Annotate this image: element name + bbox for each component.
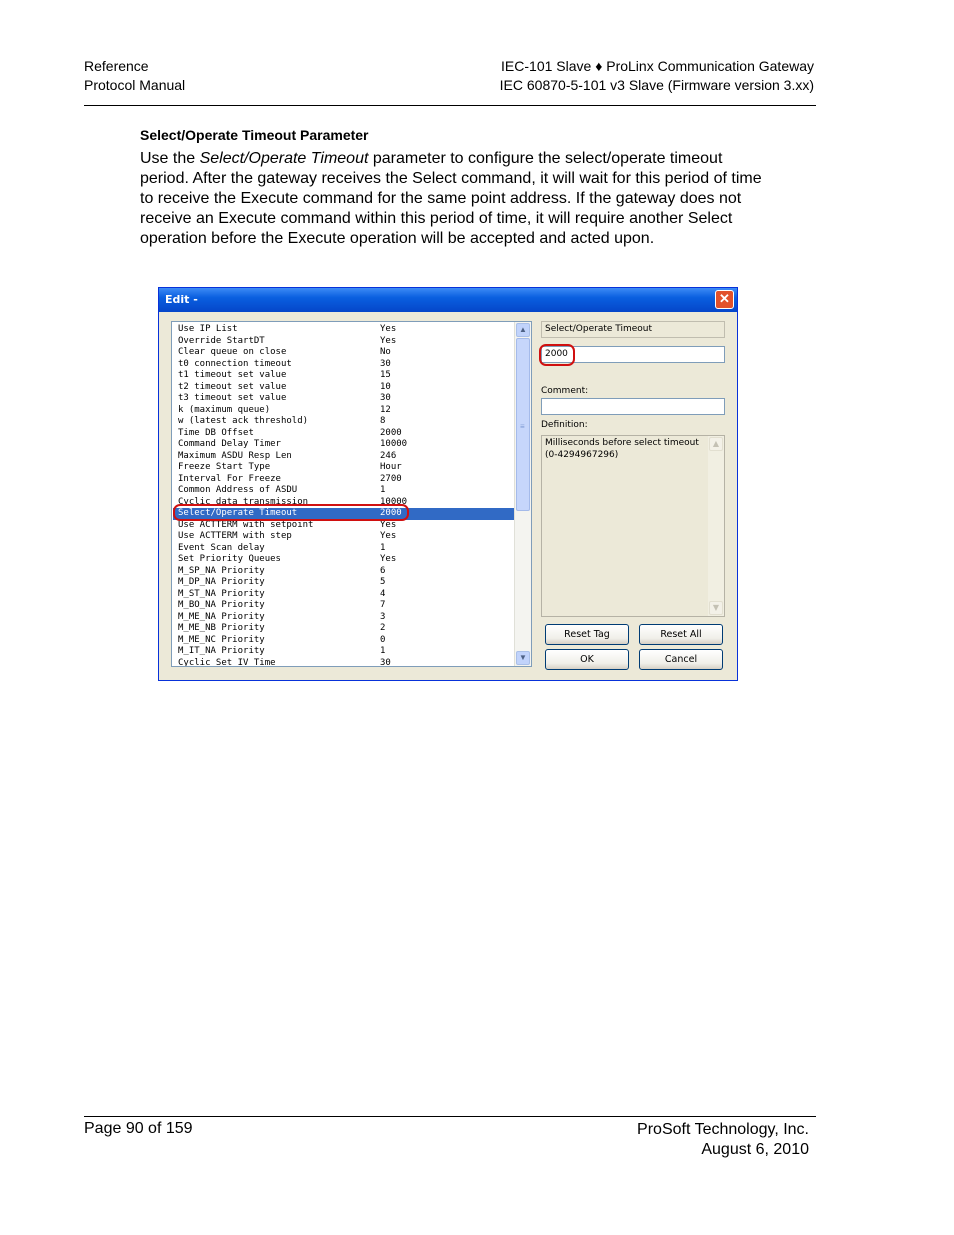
list-item[interactable] [173, 474, 517, 486]
list-item-value: 2700 [380, 473, 402, 484]
list-item-value: 30 [380, 657, 391, 667]
list-item-name: t3 timeout set value [178, 393, 287, 403]
definition-scroll-down-icon[interactable]: ▼ [709, 601, 723, 615]
list-item-value: 4 [380, 588, 386, 599]
footer-page: Page 90 of 159 [84, 1120, 193, 1137]
section-title: Select/Operate Timeout Parameter [140, 127, 369, 143]
tag-name-field: Select/Operate Timeout [541, 321, 725, 338]
footer-company: ProSoft Technology, Inc. [637, 1121, 809, 1138]
list-item-name: Override StartDT [178, 335, 265, 346]
edit-dialog [158, 287, 738, 681]
ok-button[interactable]: OK [545, 649, 629, 670]
list-item-name: Cyclic data transmission [178, 496, 309, 507]
list-item[interactable] [173, 382, 517, 394]
list-item-value: 246 [380, 450, 397, 461]
parameter-list[interactable] [171, 321, 532, 667]
list-item[interactable] [173, 451, 517, 463]
footer-right [637, 1120, 809, 1160]
list-item[interactable] [173, 416, 517, 428]
list-item-name: w (latest ack threshold) [178, 416, 309, 426]
definition-scrollbar[interactable] [708, 436, 724, 616]
footer-rule [84, 1116, 816, 1117]
scroll-down-icon[interactable]: ▼ [516, 651, 530, 665]
para-italic: Select/Operate Timeout [199, 150, 369, 167]
list-item-name: Set Priority Queues [178, 554, 281, 564]
list-item[interactable] [173, 658, 517, 668]
definition-scroll-up-icon[interactable]: ▲ [709, 437, 723, 451]
list-item-value: 1 [380, 542, 386, 553]
list-item-name: M_ST_NA Priority [178, 588, 265, 599]
definition-box [541, 435, 725, 617]
list-item-value: Yes [380, 335, 397, 346]
list-item[interactable] [173, 635, 517, 647]
body-paragraph [140, 149, 765, 249]
list-item-name: Cyclic Set IV Time [178, 657, 276, 667]
list-item-name: Common Address of ASDU [178, 485, 298, 495]
scroll-thumb[interactable] [516, 338, 530, 511]
list-item-value: No [380, 347, 391, 357]
list-item-value: 10 [380, 381, 391, 392]
dialog-title: Edit - [165, 293, 198, 306]
list-item-value: 8 [380, 416, 386, 426]
comment-label: Comment: [541, 386, 589, 396]
header-left [84, 57, 185, 95]
list-item-value: Yes [380, 519, 397, 530]
definition-text: Milliseconds before select timeout (0-4294967296) [545, 438, 699, 460]
list-item[interactable] [173, 566, 517, 578]
list-item-name: Command Delay Timer [178, 439, 281, 449]
close-icon[interactable]: ✕ [715, 290, 734, 309]
dialog-titlebar[interactable] [159, 288, 737, 312]
list-item[interactable] [173, 393, 517, 405]
list-item-value: Yes [380, 324, 397, 334]
list-item-value: 5 [380, 577, 386, 587]
highlight-value-annotation [539, 344, 575, 366]
highlight-row-annotation [173, 504, 409, 521]
list-item-name: Clear queue on close [178, 347, 287, 357]
list-item[interactable] [173, 428, 517, 440]
list-item-value: 12 [380, 404, 391, 415]
list-item[interactable] [173, 370, 517, 382]
list-item[interactable] [173, 405, 517, 417]
list-item[interactable] [173, 543, 517, 555]
list-item[interactable] [173, 359, 517, 371]
list-item[interactable] [173, 462, 517, 474]
value-input[interactable]: 2000 [541, 346, 725, 363]
list-item-value: 30 [380, 393, 391, 403]
list-item-name: Time DB Offset [178, 427, 254, 438]
list-item[interactable] [173, 485, 517, 497]
list-item-name: Interval For Freeze [178, 473, 281, 484]
list-item[interactable] [173, 336, 517, 348]
list-item[interactable] [173, 612, 517, 624]
list-item-value: 1 [380, 646, 386, 656]
list-item-name: Use ACTTERM with setpoint [178, 519, 314, 530]
list-item-name: M_BO_NA Priority [178, 600, 265, 610]
list-item-value: Yes [380, 554, 397, 564]
list-item-name: t2 timeout set value [178, 381, 287, 392]
scroll-up-icon[interactable]: ▲ [516, 323, 530, 337]
para-after: parameter to configure the select/operate timeout period. After the gateway receives the Select command, it will wait for this period of time to receive the Execute command for the same point address. If the gateway does not receive an Execute command within this period of time, it will require another Select operation before the Execute operation will be accepted and acted upon. [140, 150, 762, 247]
header-section: Reference [84, 58, 149, 74]
cancel-button[interactable]: Cancel [639, 649, 723, 670]
list-item-value: 2 [380, 623, 386, 633]
list-item-name: k (maximum queue) [178, 404, 271, 415]
list-item-name: Select/Operate Timeout [178, 508, 298, 518]
list-item-value: Yes [380, 531, 397, 541]
list-item-name: Use IP List [178, 324, 238, 334]
list-item-name: Use ACTTERM with step [178, 531, 292, 541]
list-item[interactable] [173, 324, 517, 336]
list-item-value: 6 [380, 565, 386, 576]
list-item-value: 0 [380, 634, 386, 645]
list-scrollbar[interactable] [514, 322, 531, 666]
list-item[interactable] [173, 623, 517, 635]
reset-all-button[interactable]: Reset All [639, 624, 723, 645]
scroll-grip-icon: ≡ [520, 422, 525, 431]
list-item-value: 15 [380, 370, 391, 380]
reset-tag-button[interactable]: Reset Tag [545, 624, 629, 645]
list-item[interactable] [173, 589, 517, 601]
list-item[interactable] [173, 439, 517, 451]
list-item[interactable] [173, 577, 517, 589]
list-item[interactable] [173, 531, 517, 543]
header-manual: Protocol Manual [84, 77, 186, 93]
list-item-name: Event Scan delay [178, 542, 265, 553]
list-item-name: M_ME_NB Priority [178, 623, 265, 633]
list-item-name: M_IT_NA Priority [178, 646, 265, 656]
para-before: Use the [140, 150, 200, 167]
list-item-value: 1 [380, 485, 386, 495]
list-item[interactable] [173, 600, 517, 612]
list-item-value: Hour [380, 462, 402, 472]
list-item-value: 10000 [380, 439, 408, 449]
list-item-value: 2000 [380, 508, 402, 518]
header-product: IEC-101 Slave ♦ ProLinx Communication Gateway [501, 58, 814, 74]
list-item-name: M_SP_NA Priority [178, 565, 265, 576]
comment-input[interactable] [541, 398, 725, 415]
list-item-name: Freeze Start Type [178, 462, 271, 472]
list-item-name: Maximum ASDU Resp Len [178, 450, 292, 461]
list-item-name: M_DP_NA Priority [178, 577, 265, 587]
list-item-name: t1 timeout set value [178, 370, 287, 380]
list-item-value: 2000 [380, 427, 402, 438]
list-item[interactable] [173, 520, 517, 532]
list-item-name: t0 connection timeout [178, 358, 292, 369]
list-item[interactable] [173, 554, 517, 566]
list-item-value: 7 [380, 600, 386, 610]
definition-label: Definition: [541, 420, 588, 430]
footer-date: August 6, 2010 [701, 1141, 809, 1158]
list-item-value: 30 [380, 358, 391, 369]
header-rule [84, 105, 816, 106]
header-version: IEC 60870-5-101 v3 Slave (Firmware version 3.xx) [499, 77, 814, 93]
header-right [500, 57, 814, 95]
list-item[interactable] [173, 347, 517, 359]
list-item-value: 3 [380, 611, 386, 622]
list-item[interactable] [173, 646, 517, 658]
list-item-name: M_ME_NA Priority [178, 611, 265, 622]
list-item-name: M_ME_NC Priority [178, 634, 265, 645]
list-item-value: 10000 [380, 496, 408, 507]
